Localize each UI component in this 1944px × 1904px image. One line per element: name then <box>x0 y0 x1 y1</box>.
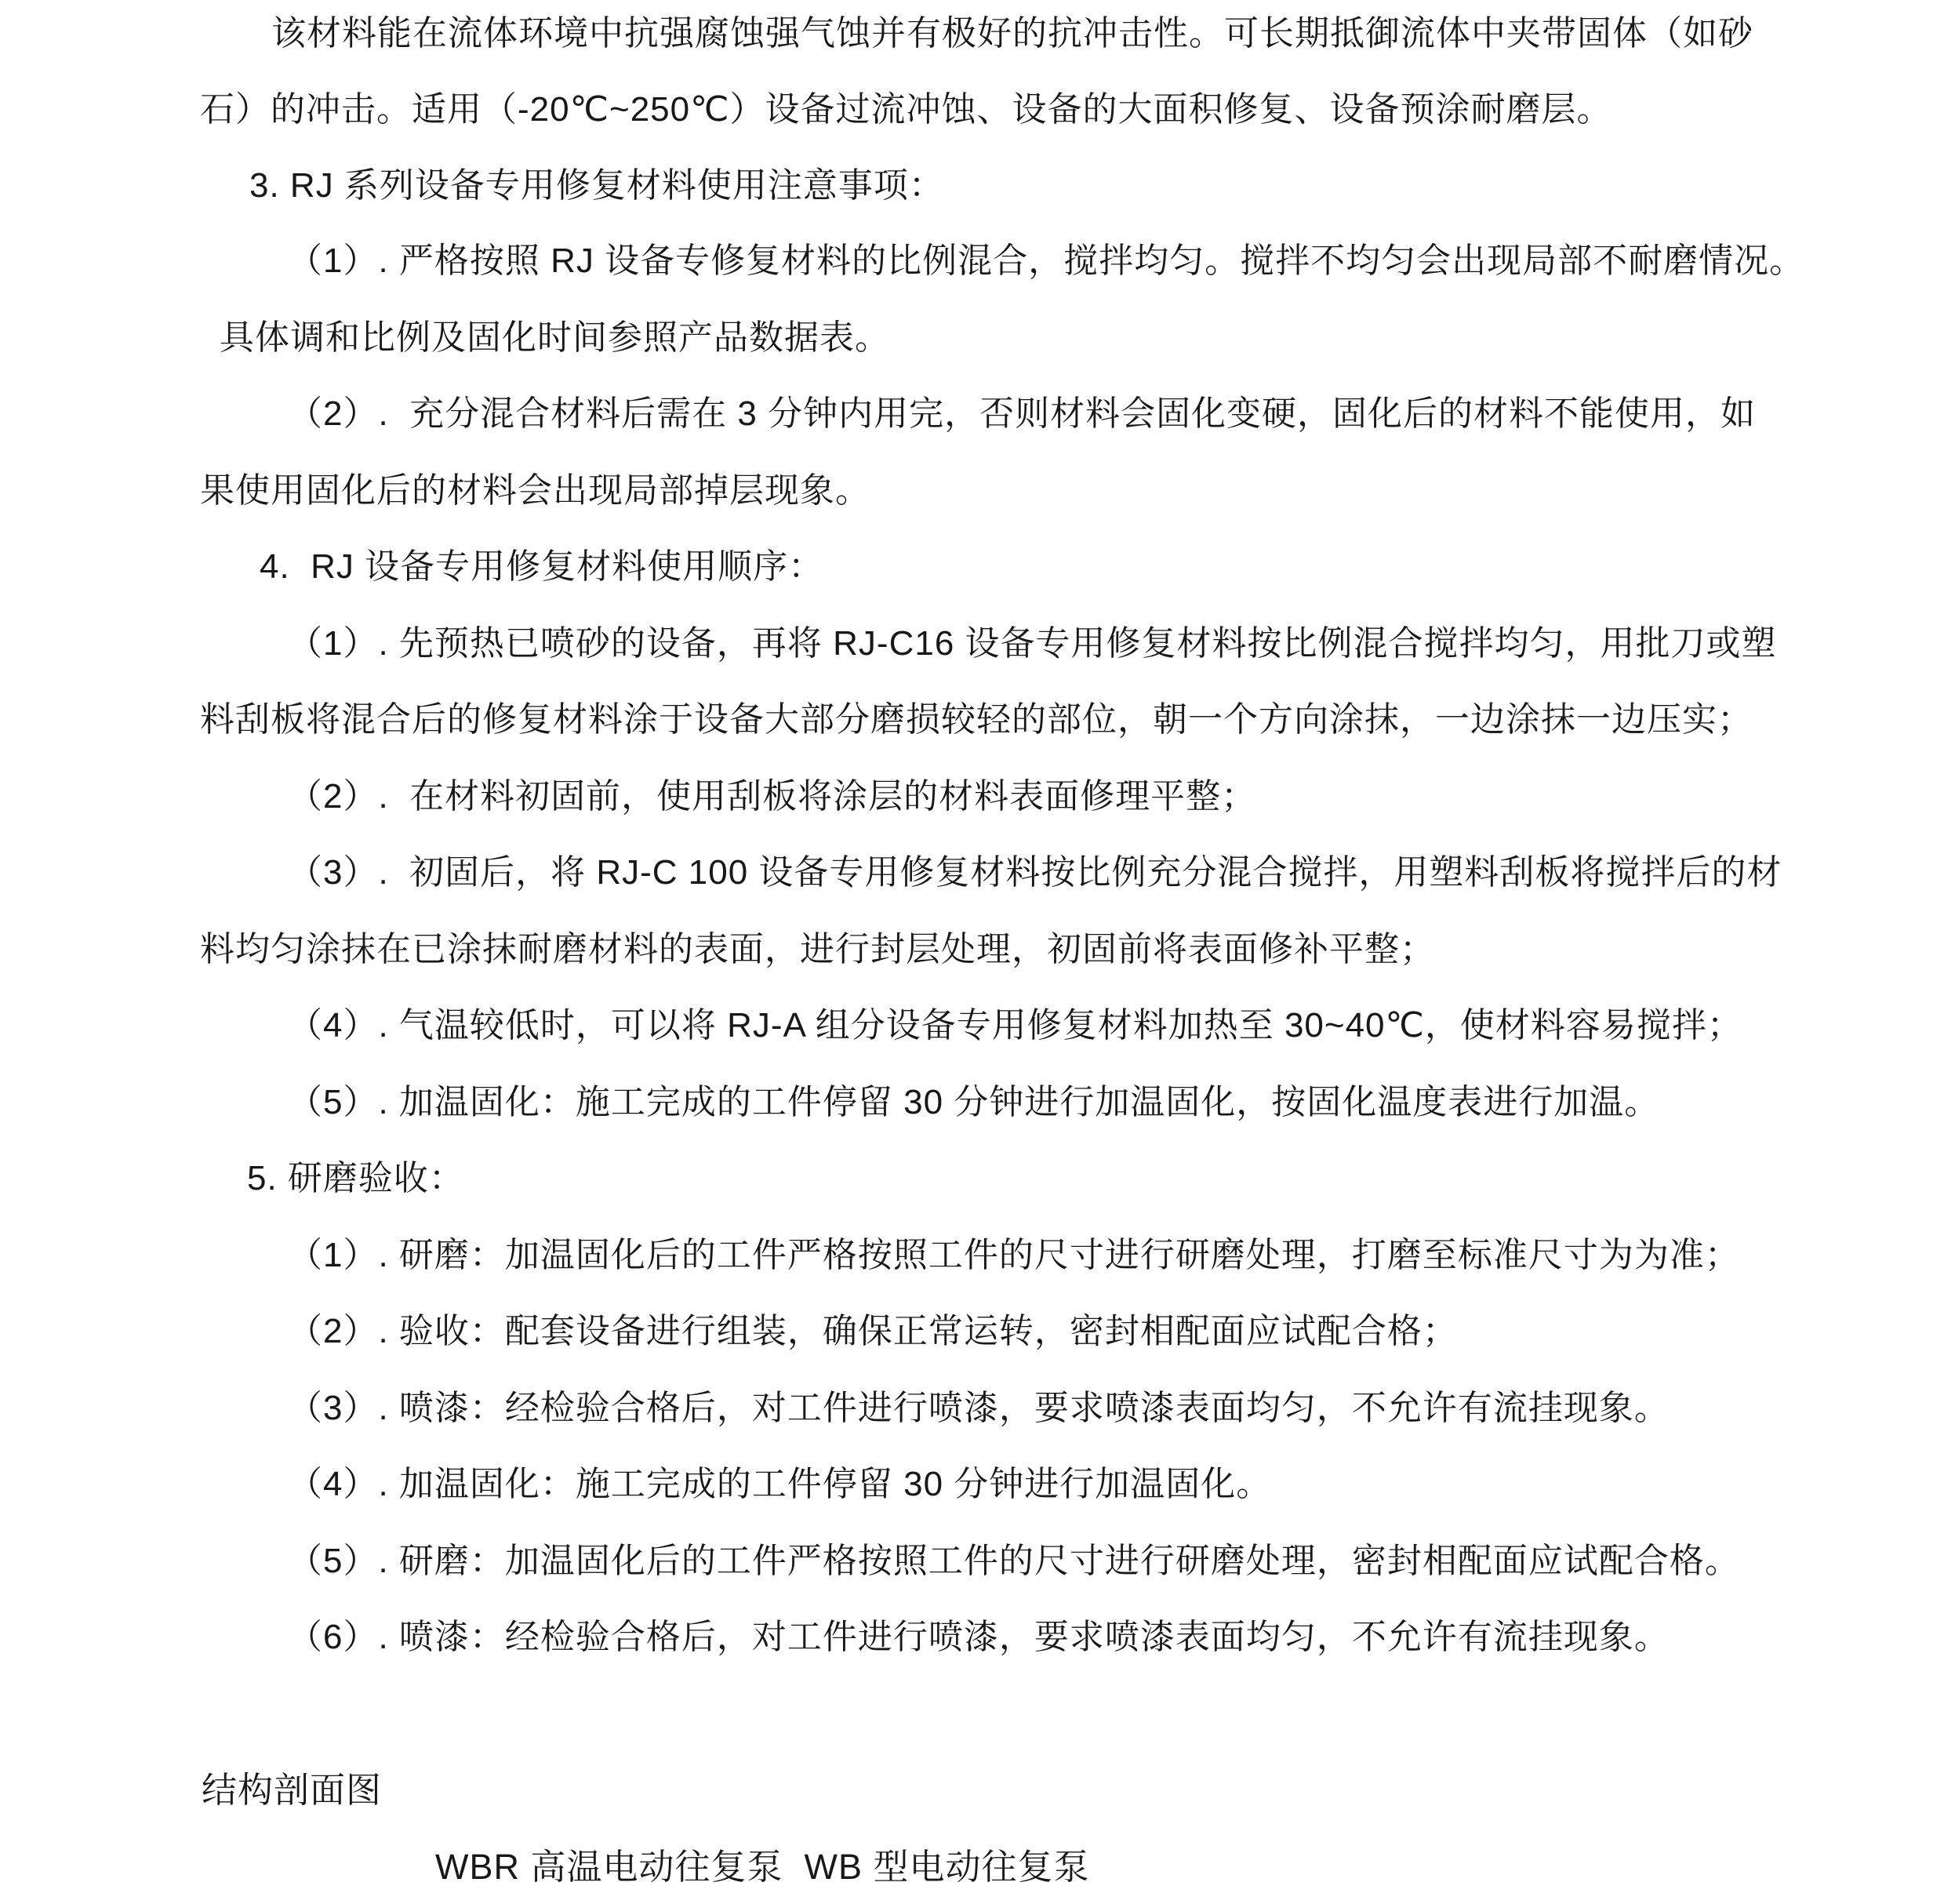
section-5-heading: 5. 研磨验收： <box>247 1159 464 1197</box>
section-5-item-5: （5）. 研磨：加温固化后的工件严格按照工件的尺寸进行研磨处理，密封相配面应试配合格。 <box>288 1542 1740 1580</box>
section-3-heading: 3. RJ 系列设备专用修复材料使用注意事项： <box>249 166 944 205</box>
structure-section-title: 结构剖面图 <box>202 1770 383 1810</box>
section-4-item-2: （2）. 在材料初固前，使用刮板将涂层的材料表面修理平整； <box>288 777 1257 816</box>
section-5-item-3: （3）. 喷漆：经检验合格后，对工件进行喷漆，要求喷漆表面均匀，不允许有流挂现象。 <box>288 1389 1670 1427</box>
section-4-item-1-line-2: 料刮板将混合后的修复材料涂于设备大部分磨损较轻的部位，朝一个方向涂抹，一边涂抹一边压实； <box>200 700 1753 739</box>
pump-figure-caption: WBR 高温电动往复泵 WB 型电动往复泵 <box>435 1847 1090 1887</box>
section-3-item-1-line-2: 具体调和比例及固化时间参照产品数据表。 <box>220 318 890 357</box>
section-4-heading: 4. RJ 设备专用修复材料使用顺序： <box>260 547 824 586</box>
section-4-item-5: （5）. 加温固化：施工完成的工件停留 30 分钟进行加温固化，按固化温度表进行加温。 <box>288 1083 1660 1121</box>
section-5-item-4: （4）. 加温固化：施工完成的工件停留 30 分钟进行加温固化。 <box>288 1465 1272 1503</box>
section-3-item-1-line-1: （1）. 严格按照 RJ 设备专修复材料的比例混合，搅拌均匀。搅拌不均匀会出现局部不耐磨情况。 <box>288 242 1805 280</box>
section-5-item-1: （1）. 研磨：加温固化后的工件严格按照工件的尺寸进行研磨处理，打磨至标准尺寸为为准； <box>288 1236 1740 1274</box>
section-4-item-3-line-1: （3）. 初固后，将 RJ-C 100 设备专用修复材料按比例充分混合搅拌，用塑料刮板将搅拌后的材 <box>288 853 1782 892</box>
section-5-item-2: （2）. 验收：配套设备进行组装，确保正常运转，密封相配面应试配合格； <box>288 1312 1458 1350</box>
section-4-item-4: （4）. 气温较低时，可以将 RJ-A 组分设备专用修复材料加热至 30~40℃，使材料容易搅拌； <box>288 1006 1742 1045</box>
section-3-item-2-line-2: 果使用固化后的材料会出现局部掉层现象。 <box>200 471 870 510</box>
section-3-item-2-line-1: （2）. 充分混合材料后需在 3 分钟内用完，否则材料会固化变硬，固化后的材料不能使用，如 <box>288 394 1757 433</box>
section-4-item-3-line-2: 料均匀涂抹在已涂抹耐磨材料的表面，进行封层处理，初固前将表面修补平整； <box>200 930 1435 968</box>
intro-paragraph-line-2: 石）的冲击。适用（-20℃~250℃）设备过流冲蚀、设备的大面积修复、设备预涂耐磨层。 <box>200 90 1612 129</box>
intro-paragraph-line-1: 该材料能在流体环境中抗强腐蚀强气蚀并有极好的抗冲击性。可长期抵御流体中夹带固体（如砂 <box>271 14 1753 53</box>
section-4-item-1-line-1: （1）. 先预热已喷砂的设备，再将 RJ-C16 设备专用修复材料按比例混合搅拌均匀，用批刀或塑 <box>288 624 1777 663</box>
section-5-item-6: （6）. 喷漆：经检验合格后，对工件进行喷漆，要求喷漆表面均匀，不允许有流挂现象。 <box>288 1618 1670 1656</box>
